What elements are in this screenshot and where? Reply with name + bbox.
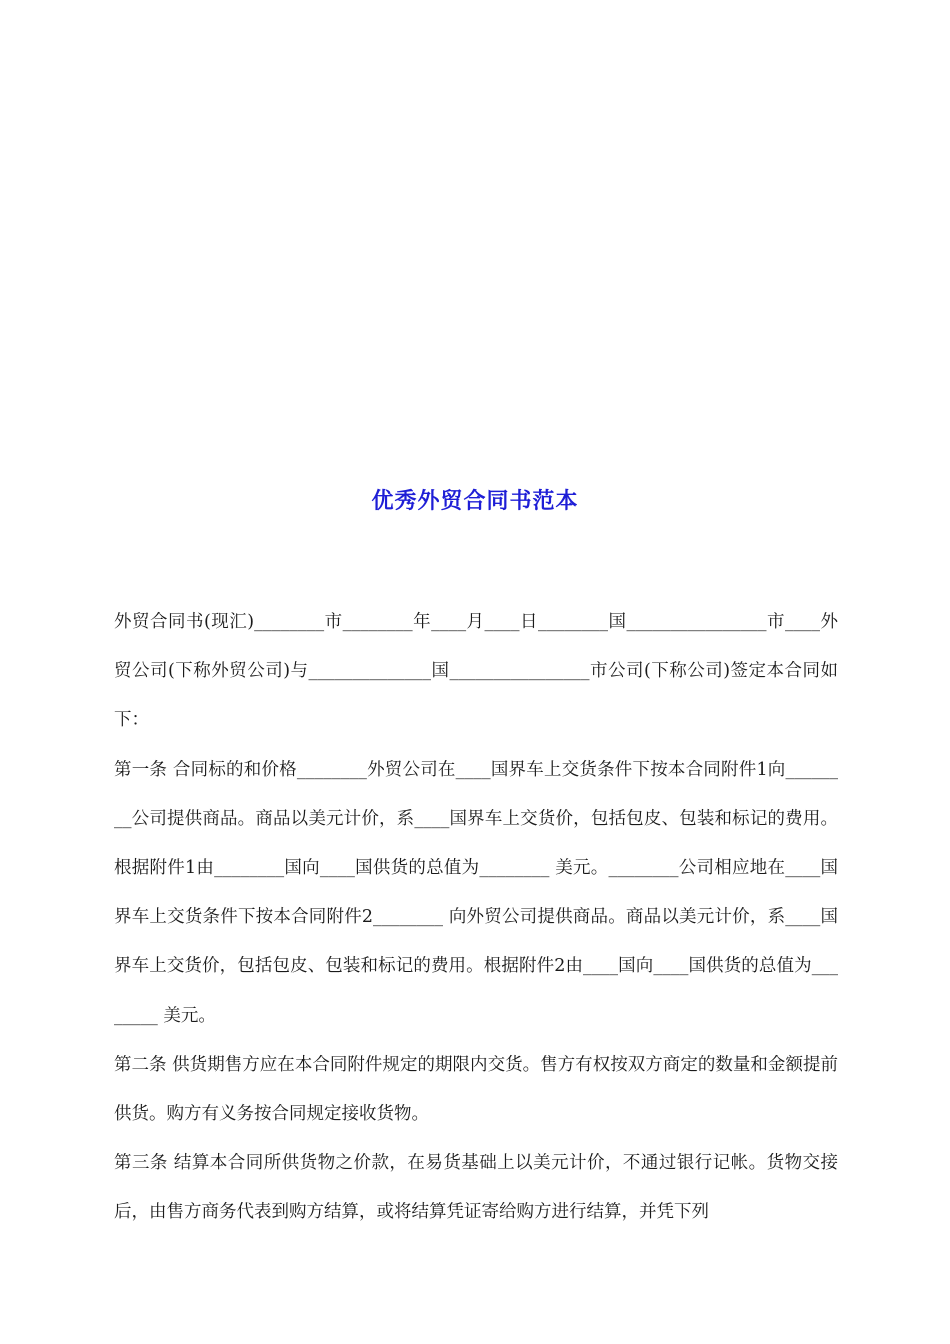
document-title: 优秀外贸合同书范本 [371,488,579,514]
paragraph-article-2: 第二条 供货期售方应在本合同附件规定的期限内交货。售方有权按双方商定的数量和金额提前供货。购方有义务按合同规定接收货物。 [114,1054,838,1125]
paragraph-article-1: 第一条 合同标的和价格________外贸公司在____国界车上交货条件下按本合同附件1向________公司提供商品。商品以美元计价，系____国界车上交货价，包括包皮、包装和标记的费用。根据附件1由________国向____国供货的总值为________ 美元。________公司相应地在____国界车上交货条件下按本合同附件2________ 向外贸公司提供商品。商品以美元计价，系____国界车上交货价，包括包皮、包装和标记的费用。根据附件2由____国向____国供货的总值为________ 美元。 [114,759,838,1026]
paragraph-preamble: 外贸合同书(现汇)________市________年____月____日________国________________市____外贸公司(下称外贸公司)与______________国________________市公司(下称公司)签定本合同如下： [114,612,838,731]
document-body [114,598,838,1238]
paragraph-article-3: 第三条 结算本合同所供货物之价款，在易货基础上以美元计价，不通过银行记帐。货物交接后，由售方商务代表到购方结算，或将结算凭证寄给购方进行结算，并凭下列 [114,1153,838,1223]
